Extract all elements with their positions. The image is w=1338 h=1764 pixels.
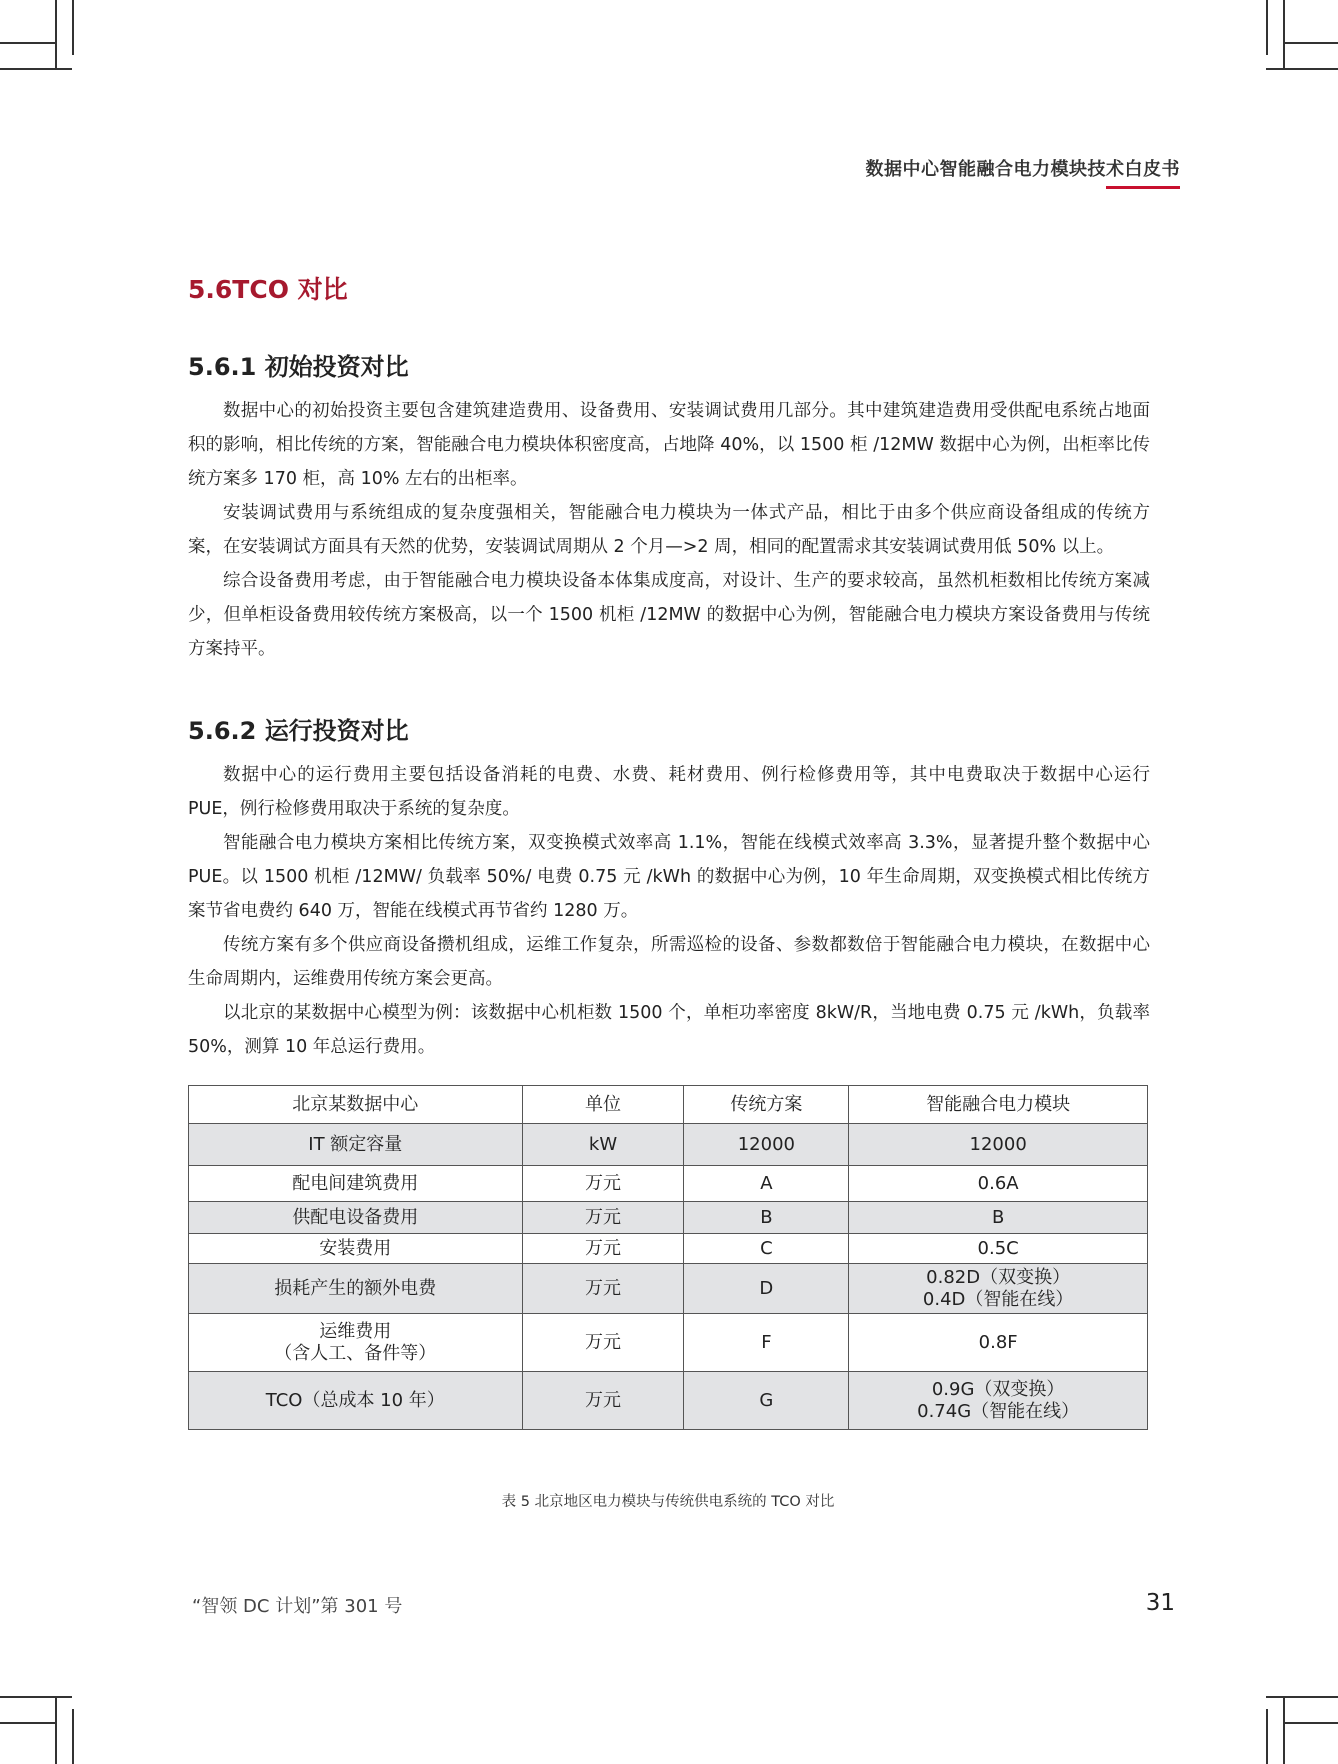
item-cell — [189, 1264, 523, 1314]
column-header: 传统方案 — [684, 1086, 849, 1124]
unit-cell-text: 万元 — [585, 1331, 622, 1353]
smart-module-cell — [849, 1314, 1148, 1372]
smart-module-cell — [849, 1234, 1148, 1264]
smart-module-cell-text: 0.6A — [977, 1172, 1019, 1194]
unit-cell-text: 万元 — [585, 1389, 622, 1411]
document-title: 数据中心智能融合电力模块技术白皮书 — [865, 159, 1180, 180]
table-row — [189, 1234, 1148, 1264]
traditional-cell-text: 12000 — [737, 1133, 795, 1155]
item-cell — [189, 1314, 523, 1372]
section-title: 5.6TCO 对比 — [188, 275, 348, 304]
header-accent-rule — [1106, 186, 1180, 189]
unit-cell-text: 万元 — [585, 1206, 622, 1228]
crop-mark — [0, 68, 72, 70]
item-cell — [189, 1372, 523, 1430]
table-row — [189, 1372, 1148, 1430]
table-row — [189, 1202, 1148, 1234]
traditional-cell-text: F — [761, 1331, 772, 1353]
table-row — [189, 1124, 1148, 1166]
crop-mark — [1283, 0, 1285, 68]
unit-cell-text: 万元 — [585, 1172, 622, 1194]
crop-mark — [1283, 1722, 1338, 1724]
item-cell — [189, 1124, 523, 1166]
unit-cell-text: kW — [588, 1133, 618, 1155]
smart-module-cell-text: B — [991, 1206, 1005, 1228]
subsection-title-operating-investment: 5.6.2 运行投资对比 — [188, 717, 409, 745]
traditional-cell — [684, 1202, 849, 1234]
traditional-cell-text: A — [760, 1172, 773, 1194]
smart-module-cell — [849, 1372, 1148, 1430]
item-cell-text: （含人工、备件等） — [274, 1342, 437, 1364]
traditional-cell — [684, 1372, 849, 1430]
item-cell — [189, 1202, 523, 1234]
unit-cell-text: 万元 — [585, 1237, 622, 1259]
item-cell-text: 配电间建筑费用 — [292, 1172, 419, 1194]
crop-mark — [1266, 0, 1268, 55]
traditional-cell — [684, 1264, 849, 1314]
crop-mark — [55, 0, 57, 68]
crop-mark — [1283, 42, 1338, 44]
traditional-cell — [684, 1124, 849, 1166]
column-header: 智能融合电力模块 — [849, 1086, 1148, 1124]
crop-mark — [72, 1709, 74, 1764]
item-cell — [189, 1166, 523, 1202]
item-cell-text: 损耗产生的额外电费 — [274, 1277, 437, 1299]
crop-mark — [0, 1722, 55, 1724]
paragraph: 安装调试费用与系统组成的复杂度强相关，智能融合电力模块为一体式产品，相比于由多个供应商设备组成的传统方案，在安装调试方面具有天然的优势，安装调试周期从 2 个月—>2 周，相同的配置需求其安装调试费用低 50% 以上。 — [188, 503, 1150, 557]
table-caption: 表 5 北京地区电力模块与传统供电系统的 TCO 对比 — [501, 1494, 835, 1510]
traditional-cell — [684, 1166, 849, 1202]
smart-module-cell-text: 0.9G（双变换） — [931, 1378, 1065, 1400]
smart-module-cell — [849, 1202, 1148, 1234]
initial-investment-body — [188, 394, 1150, 666]
item-cell-text: IT 额定容量 — [308, 1133, 403, 1155]
traditional-cell — [684, 1234, 849, 1264]
item-cell-text: 安装费用 — [319, 1237, 392, 1259]
unit-cell — [522, 1372, 684, 1430]
crop-mark — [1283, 1696, 1285, 1764]
tco-comparison-table — [188, 1085, 1148, 1430]
traditional-cell-text: D — [759, 1277, 774, 1299]
paragraph: 数据中心的运行费用主要包括设备消耗的电费、水费、耗材费用、例行检修费用等，其中电费取决于数据中心运行 PUE，例行检修费用取决于系统的复杂度。 — [188, 765, 1150, 819]
paragraph: 数据中心的初始投资主要包含建筑建造费用、设备费用、安装调试费用几部分。其中建筑建造费用受供配电系统占地面积的影响，相比传统的方案，智能融合电力模块体积密度高，占地降 40%，以 1500 柜 /12MW 数据中心为例，出柜率比传统方案多 170 柜，高 10% 左右的出柜率。 — [188, 401, 1150, 489]
paragraph: 智能融合电力模块方案相比传统方案，双变换模式效率高 1.1%，智能在线模式效率高 3.3%，显著提升整个数据中心 PUE。以 1500 机柜 /12MW/ 负载率 50%/ 电费 0.75 元 /kWh 的数据中心为例，10 年生命周期，双变换模式相比传统方案节省电费约 640 万，智能在线模式再节省约 1280 万。 — [188, 833, 1150, 921]
smart-module-cell-text: 12000 — [969, 1133, 1027, 1155]
operating-investment-body — [188, 758, 1150, 1064]
unit-cell — [522, 1314, 684, 1372]
subsection-title-initial-investment: 5.6.1 初始投资对比 — [188, 353, 409, 381]
crop-mark — [1266, 1696, 1338, 1698]
crop-mark — [1266, 68, 1338, 70]
unit-cell — [522, 1202, 684, 1234]
item-cell — [189, 1234, 523, 1264]
crop-mark — [55, 1696, 57, 1764]
unit-cell — [522, 1234, 684, 1264]
page-number: 31 — [1145, 1590, 1175, 1616]
column-header: 单位 — [522, 1086, 684, 1124]
unit-cell — [522, 1124, 684, 1166]
smart-module-cell — [849, 1264, 1148, 1314]
paragraph: 综合设备费用考虑，由于智能融合电力模块设备本体集成度高，对设计、生产的要求较高，虽然机柜数相比传统方案减少，但单柜设备费用较传统方案极高，以一个 1500 机柜 /12MW 的数据中心为例，智能融合电力模块方案设备费用与传统方案持平。 — [188, 571, 1150, 659]
item-cell-text: 供配电设备费用 — [292, 1206, 419, 1228]
smart-module-cell — [849, 1124, 1148, 1166]
issue-label: “智领 DC 计划”第 301 号 — [192, 1596, 403, 1617]
unit-cell-text: 万元 — [585, 1277, 622, 1299]
paragraph: 以北京的某数据中心模型为例：该数据中心机柜数 1500 个，单柜功率密度 8kW/R，当地电费 0.75 元 /kWh，负载率 50%，测算 10 年总运行费用。 — [188, 1003, 1150, 1057]
unit-cell — [522, 1264, 684, 1314]
table-header-row — [189, 1086, 1148, 1124]
unit-cell — [522, 1166, 684, 1202]
smart-module-cell-text: 0.5C — [977, 1237, 1019, 1259]
item-cell-text: TCO（总成本 10 年） — [265, 1389, 445, 1411]
smart-module-cell-text: 0.74G（智能在线） — [917, 1400, 1080, 1422]
crop-mark — [0, 42, 55, 44]
table-row — [189, 1166, 1148, 1202]
traditional-cell-text: G — [759, 1389, 774, 1411]
smart-module-cell-text: 0.4D（智能在线） — [922, 1288, 1074, 1310]
crop-mark — [0, 1696, 72, 1698]
crop-mark — [1266, 1709, 1268, 1764]
column-header: 北京某数据中心 — [189, 1086, 523, 1124]
table-row — [189, 1264, 1148, 1314]
crop-mark — [72, 0, 74, 55]
item-cell-text: 运维费用 — [319, 1320, 392, 1342]
traditional-cell — [684, 1314, 849, 1372]
smart-module-cell-text: 0.8F — [978, 1331, 1018, 1353]
smart-module-cell-text: 0.82D（双变换） — [926, 1266, 1071, 1288]
paragraph: 传统方案有多个供应商设备攒机组成，运维工作复杂，所需巡检的设备、参数都数倍于智能融合电力模块，在数据中心生命周期内，运维费用传统方案会更高。 — [188, 935, 1150, 989]
smart-module-cell — [849, 1166, 1148, 1202]
traditional-cell-text: C — [760, 1237, 773, 1259]
table-row — [189, 1314, 1148, 1372]
traditional-cell-text: B — [760, 1206, 773, 1228]
